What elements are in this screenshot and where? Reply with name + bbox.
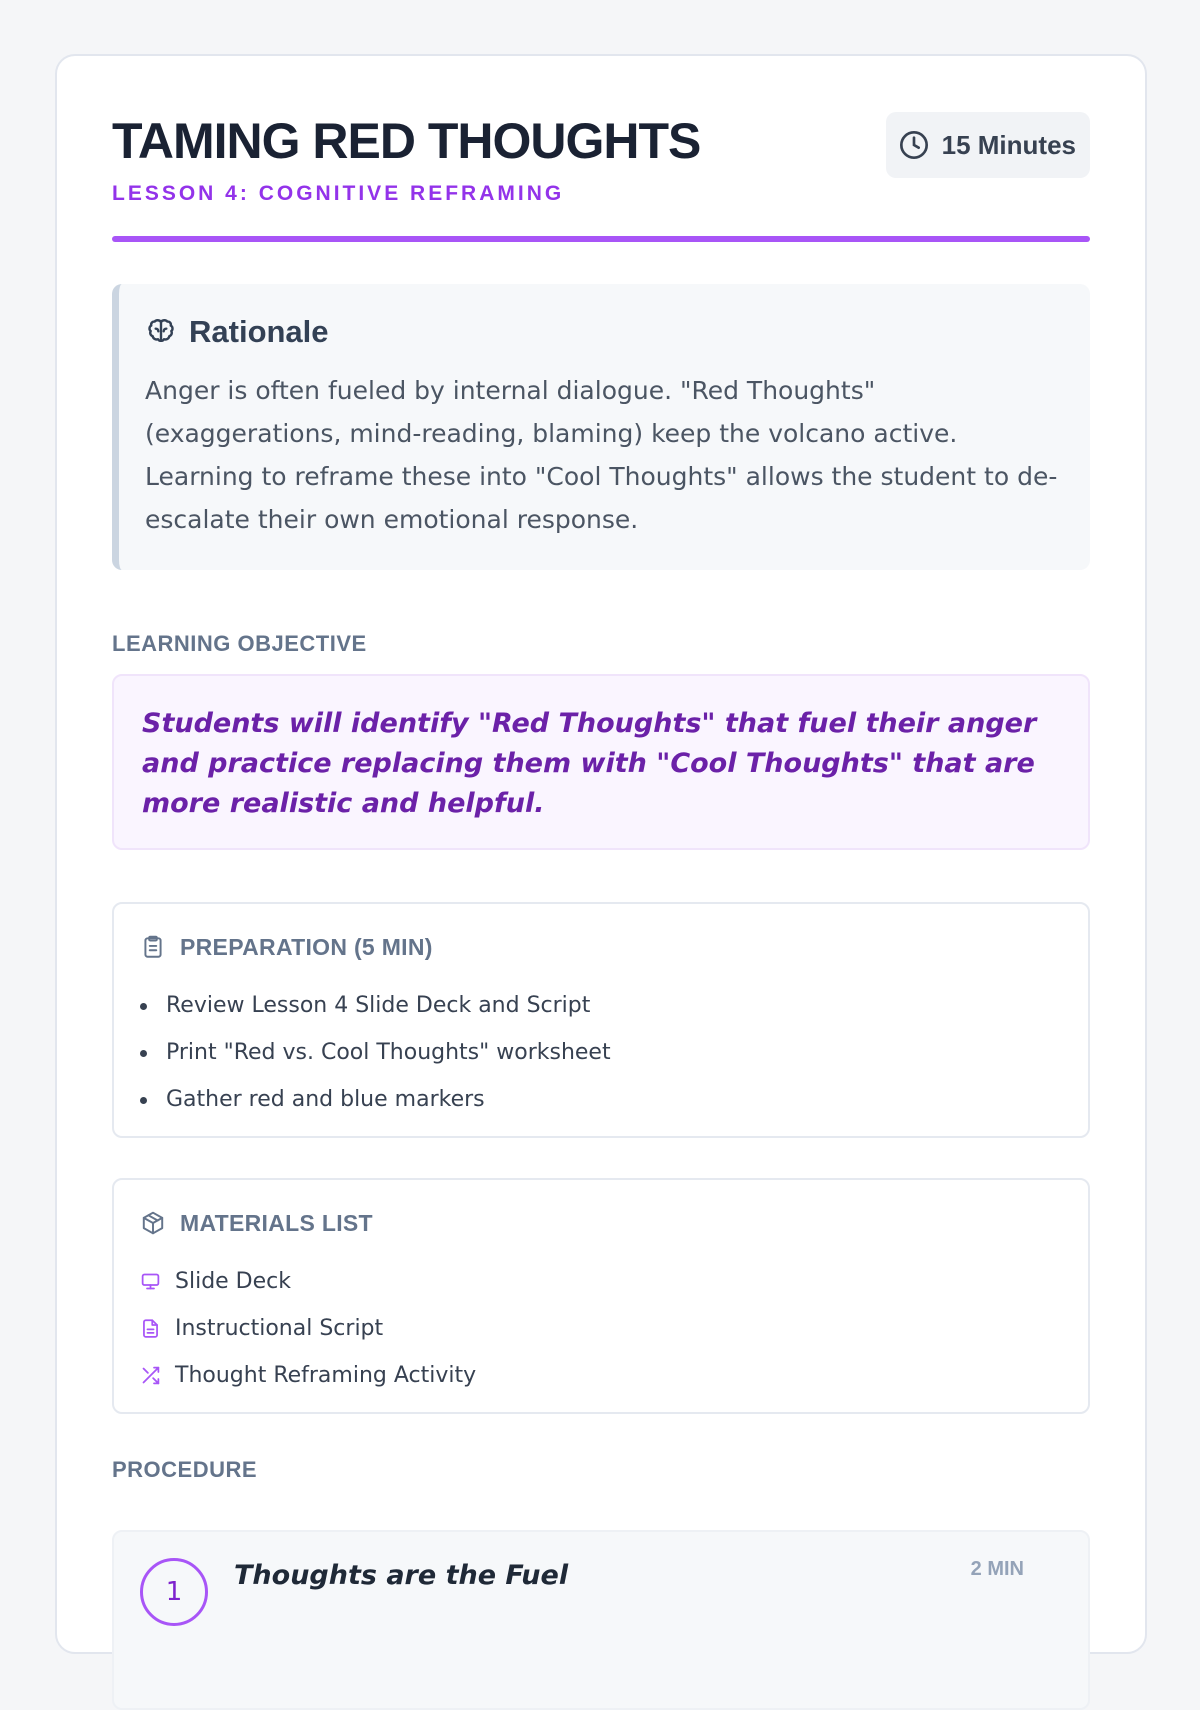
preparation-list — [140, 982, 1062, 1123]
preparation-title: PREPARATION (5 MIN) — [180, 933, 433, 960]
lesson-card — [55, 54, 1147, 1654]
materials-header — [140, 1206, 1062, 1240]
material-label: Thought Reframing Activity — [175, 1363, 477, 1388]
step-duration: 2 MIN — [970, 1558, 1024, 1580]
material-item-slide-deck — [140, 1258, 1062, 1305]
list-item: Review Lesson 4 Slide Deck and Script — [140, 982, 1062, 1029]
header-divider — [112, 236, 1090, 242]
material-label: Instructional Script — [175, 1316, 384, 1341]
step-title: Thoughts are the Fuel — [234, 1560, 569, 1591]
list-item: Print "Red vs. Cool Thoughts" worksheet — [140, 1029, 1062, 1076]
rationale-panel — [112, 284, 1090, 570]
monitor-icon — [140, 1271, 161, 1292]
clock-icon — [898, 129, 930, 161]
step-number: 1 — [140, 1558, 208, 1626]
materials-panel — [112, 1178, 1090, 1414]
learning-objective-label: LEARNING OBJECTIVE — [112, 631, 367, 656]
rationale-title: Rationale — [189, 314, 329, 349]
material-item-activity — [140, 1352, 1062, 1399]
duration-text: 15 Minutes — [941, 129, 1076, 160]
clipboard-icon — [140, 934, 166, 960]
page-title: TAMING RED THOUGHTS — [112, 113, 701, 169]
duration-badge — [886, 112, 1090, 178]
procedure-label: PROCEDURE — [112, 1457, 258, 1482]
shuffle-icon — [140, 1365, 161, 1386]
procedure-step — [112, 1530, 1090, 1710]
preparation-header — [140, 930, 1062, 964]
learning-objective-box — [112, 674, 1090, 850]
learning-objective-text: Students will identify "Red Thoughts" that fuel their anger and practice replacing them with "Cool Thoughts" that are more realistic and helpful. — [142, 708, 1037, 819]
list-item: Gather red and blue markers — [140, 1076, 1062, 1123]
material-label: Slide Deck — [175, 1269, 291, 1294]
document-icon — [140, 1318, 161, 1339]
brain-icon — [145, 316, 177, 348]
materials-list — [140, 1258, 1062, 1399]
rationale-header — [145, 312, 1060, 352]
preparation-panel — [112, 902, 1090, 1138]
material-item-script — [140, 1305, 1062, 1352]
lesson-subtitle: LESSON 4: COGNITIVE REFRAMING — [112, 182, 565, 205]
materials-title: MATERIALS LIST — [180, 1209, 373, 1236]
rationale-text: Anger is often fueled by internal dialogue. "Red Thoughts" (exaggerations, mind-reading, blaming) keep the volcano active. Learning to reframe these into "Cool Thoughts" allows the student to de-escalate their own emotional response. — [145, 376, 1058, 534]
package-icon — [140, 1210, 166, 1236]
